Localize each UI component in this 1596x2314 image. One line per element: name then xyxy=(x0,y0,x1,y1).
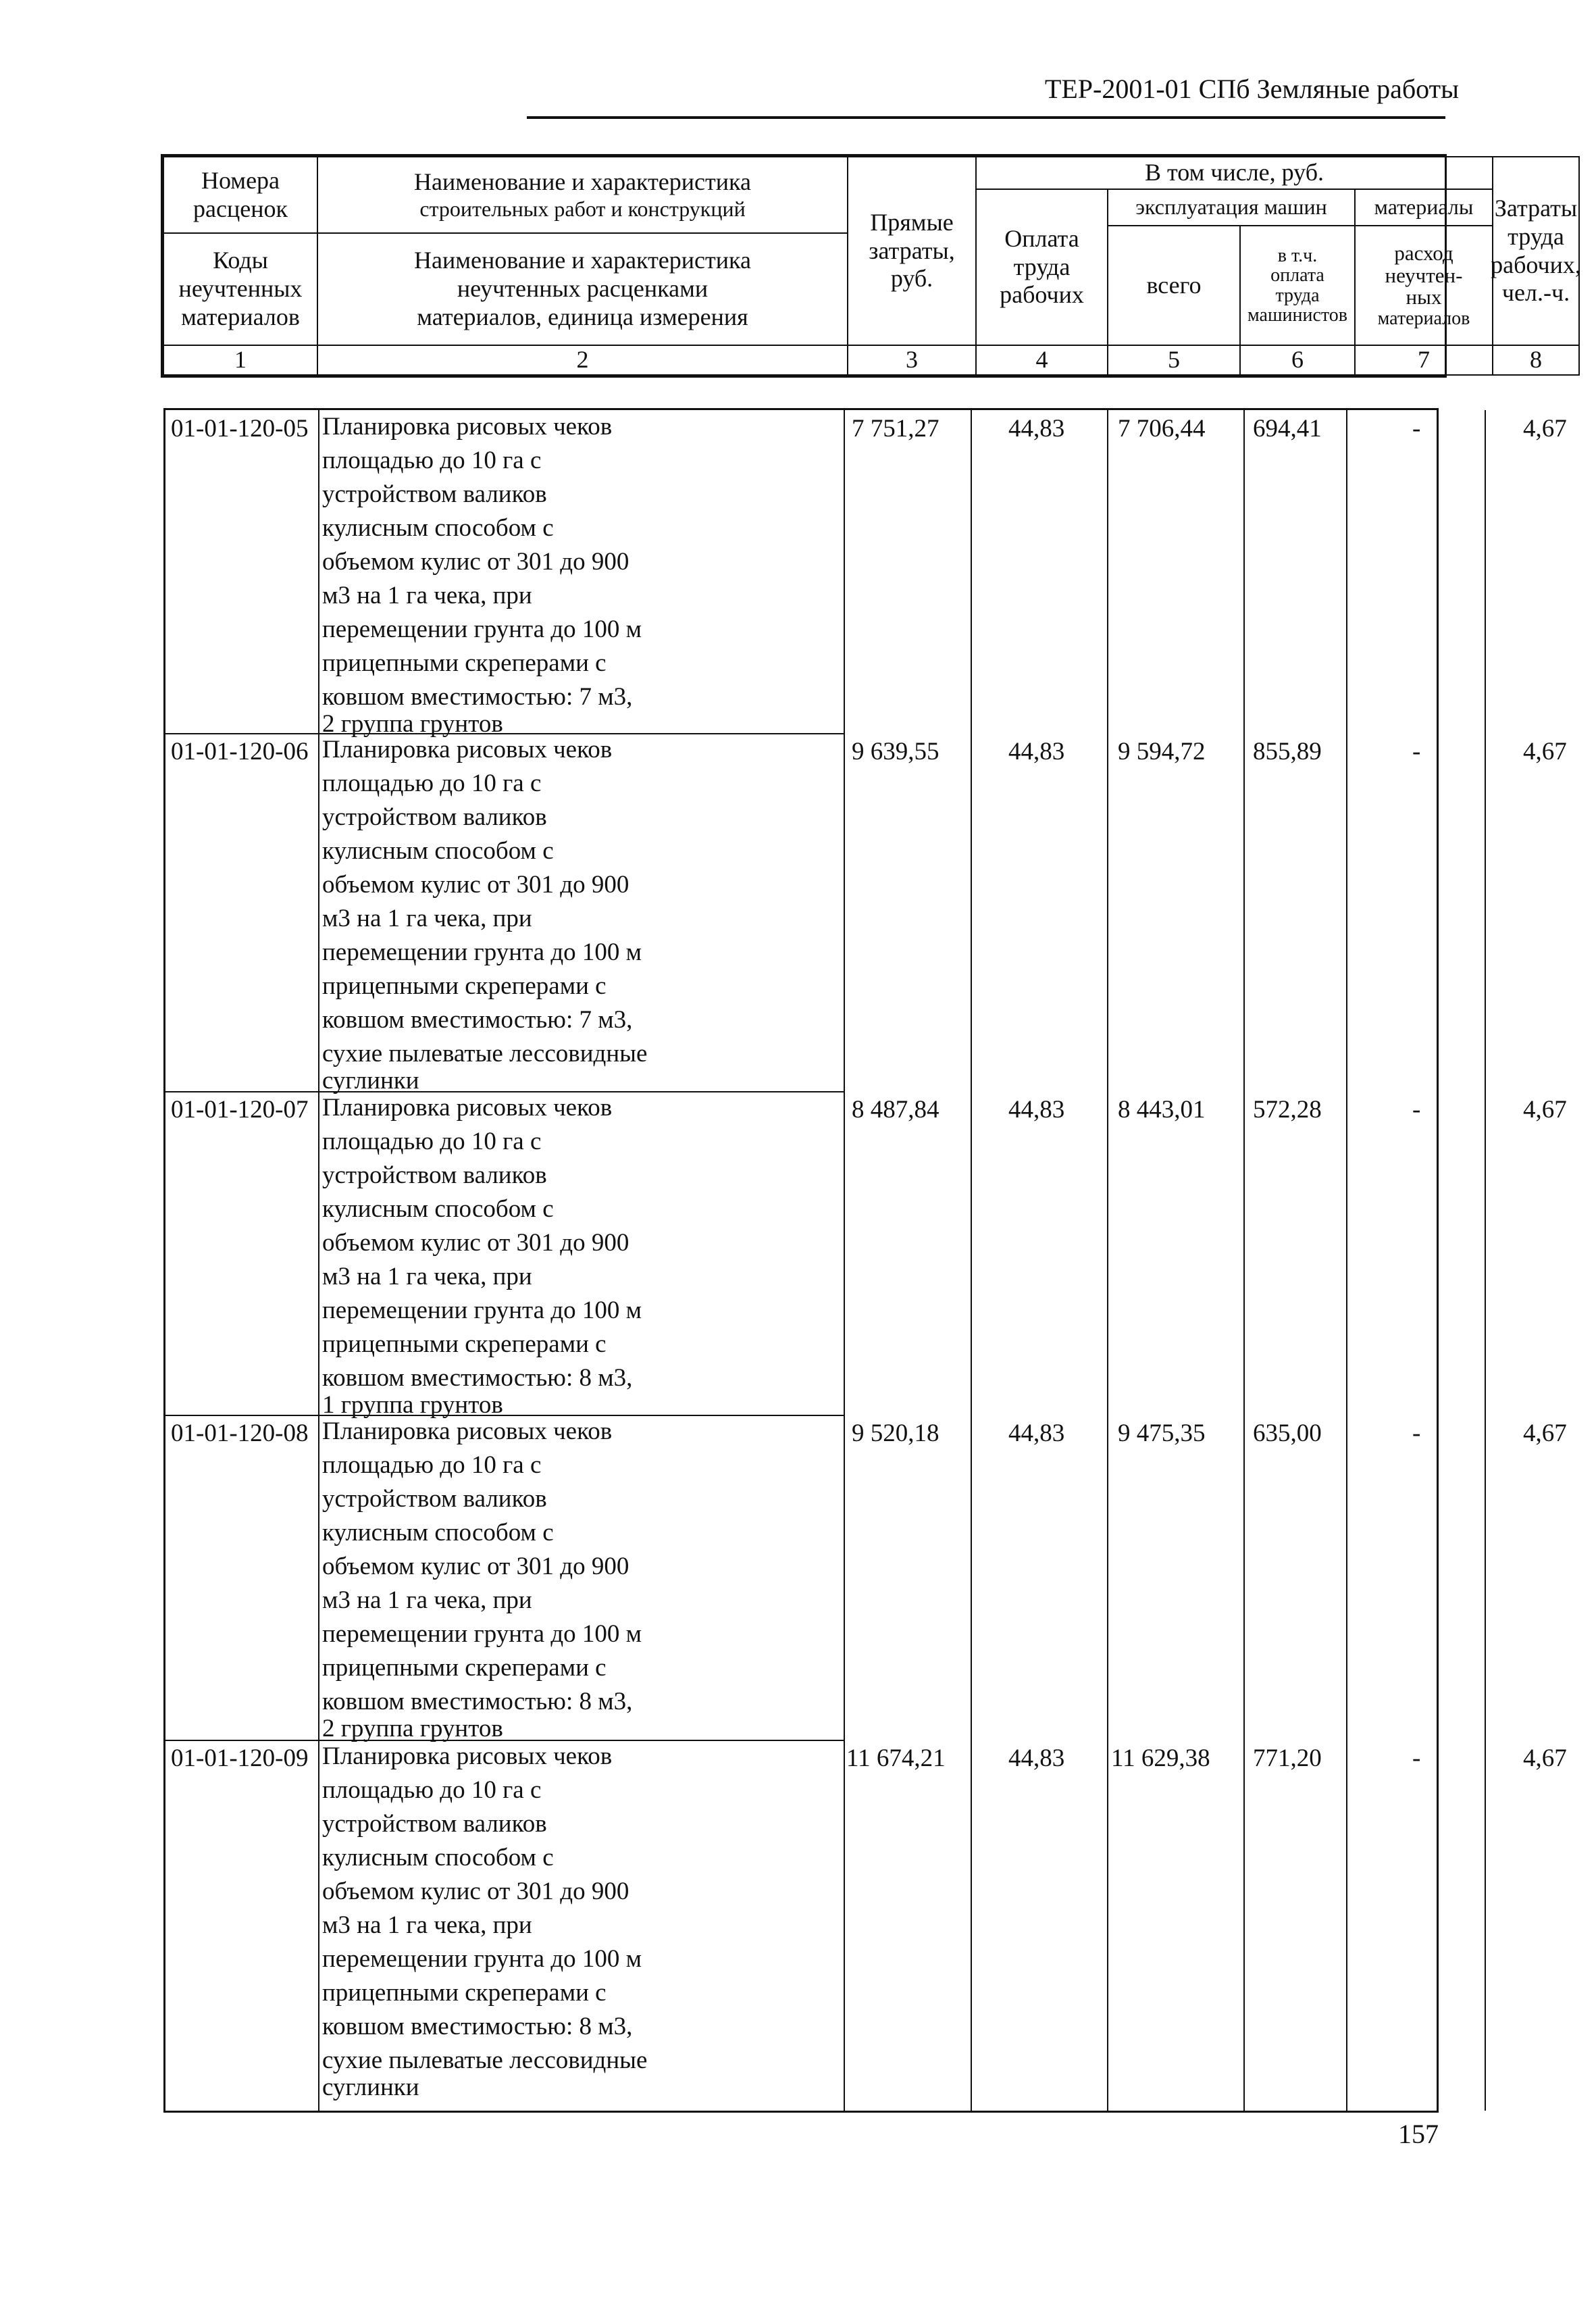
col-number-2: 2 xyxy=(317,345,848,376)
machines-total: 9 475,35 xyxy=(1118,1419,1206,1447)
labor-hours: 4,67 xyxy=(1523,1419,1567,1447)
col-number-3: 3 xyxy=(847,345,977,376)
operators-pay: 694,41 xyxy=(1253,415,1322,443)
rate-description: Планировка рисовых чеков площадью до 10 га с устройством валиков кулисным способом с объемом кулис от 301 до 900 м3 на 1 га чека, при перемещении грунта до 100 м прицепными скреперами с ковшом вместимостью: 7 м3, сухие пылеватые лессовидные суглинки xyxy=(322,736,648,1095)
col8-header: Затраты труда рабочих, чел.-ч. xyxy=(1492,156,1580,346)
rate-code: 01-01-120-09 xyxy=(171,1744,309,1772)
col-number-4: 4 xyxy=(975,345,1108,376)
col4-header: Оплата труда рабочих xyxy=(975,188,1108,346)
col6-header: в т.ч. оплата труда машинистов xyxy=(1239,225,1356,346)
running-header: ТЕР-2001-01 СПб Земляные работы xyxy=(1044,74,1459,104)
col-number-1: 1 xyxy=(163,345,318,376)
operators-pay: 635,00 xyxy=(1253,1419,1322,1447)
rate-description: Планировка рисовых чеков площадью до 10 га с устройством валиков кулисным способом с объемом кулис от 301 до 900 м3 на 1 га чека, при перемещении грунта до 100 м прицепными скреперами с ковшом вместимостью: 8 м3, 2 группа грунтов xyxy=(322,1417,642,1742)
machines-total: 8 443,01 xyxy=(1118,1096,1206,1124)
page-number: 157 xyxy=(1398,2119,1439,2149)
col7-header: расход неучтен- ных материалов xyxy=(1354,225,1493,346)
rates-table xyxy=(163,408,1567,2113)
operators-pay: 855,89 xyxy=(1253,738,1322,765)
col5-header: всего xyxy=(1107,225,1241,346)
rate-description: Планировка рисовых чеков площадью до 10 га с устройством валиков кулисным способом с объемом кулис от 301 до 900 м3 на 1 га чека, при перемещении грунта до 100 м прицепными скреперами с ковшом вместимостью: 8 м3, сухие пылеватые лессовидные суглинки xyxy=(322,1742,648,2101)
materials-value: - xyxy=(1412,1096,1421,1124)
labor-pay: 44,83 xyxy=(1008,1419,1065,1447)
labor-pay: 44,83 xyxy=(1008,1096,1065,1124)
direct-costs: 11 674,21 xyxy=(846,1744,946,1772)
direct-costs: 8 487,84 xyxy=(852,1096,939,1124)
labor-hours: 4,67 xyxy=(1523,1744,1567,1772)
direct-costs: 7 751,27 xyxy=(852,415,939,443)
col3-header: Прямые затраты, руб. xyxy=(847,156,977,346)
col1-top-header: Номера расценок xyxy=(163,156,318,234)
group-header: В том числе, руб. xyxy=(975,156,1493,190)
labor-pay: 44,83 xyxy=(1008,415,1065,443)
labor-pay: 44,83 xyxy=(1008,1744,1065,1772)
rate-code: 01-01-120-07 xyxy=(171,1096,309,1124)
direct-costs: 9 639,55 xyxy=(852,738,939,765)
rate-description: Планировка рисовых чеков площадью до 10 га с устройством валиков кулисным способом с объемом кулис от 301 до 900 м3 на 1 га чека, при перемещении грунта до 100 м прицепными скреперами с ковшом вместимостью: 8 м3, 1 группа грунтов xyxy=(322,1094,642,1419)
rate-code: 01-01-120-05 xyxy=(171,415,309,443)
machines-total: 7 706,44 xyxy=(1118,415,1206,443)
col-number-8: 8 xyxy=(1492,345,1580,376)
col-number-6: 6 xyxy=(1239,345,1356,376)
col2-bottom-header: Наименование и характеристика неучтенных расценками материалов, единица измерения xyxy=(317,232,848,346)
labor-hours: 4,67 xyxy=(1523,738,1567,765)
operators-pay: 572,28 xyxy=(1253,1096,1322,1124)
operators-pay: 771,20 xyxy=(1253,1744,1322,1772)
labor-pay: 44,83 xyxy=(1008,738,1065,765)
header-rule xyxy=(527,116,1445,119)
materials-value: - xyxy=(1412,1419,1421,1447)
direct-costs: 9 520,18 xyxy=(852,1419,939,1447)
col2-top-header: Наименование и характеристика строительных работ и конструкций xyxy=(317,156,848,234)
col1-bottom-header: Коды неучтенных материалов xyxy=(163,232,318,346)
col-number-5: 5 xyxy=(1107,345,1241,376)
col-number-7: 7 xyxy=(1354,345,1493,376)
labor-hours: 4,67 xyxy=(1523,415,1567,443)
labor-hours: 4,67 xyxy=(1523,1096,1567,1124)
table-header xyxy=(161,154,1581,378)
materials-value: - xyxy=(1412,415,1421,443)
rate-description: Планировка рисовых чеков площадью до 10 га с устройством валиков кулисным способом с объемом кулис от 301 до 900 м3 на 1 га чека, при перемещении грунта до 100 м прицепными скреперами с ковшом вместимостью: 7 м3, 2 группа грунтов xyxy=(322,413,642,738)
rate-code: 01-01-120-06 xyxy=(171,738,309,765)
machines-total: 11 629,38 xyxy=(1111,1744,1210,1772)
materials-value: - xyxy=(1412,738,1421,765)
materials-group-header: материалы xyxy=(1354,188,1493,226)
materials-value: - xyxy=(1412,1744,1421,1772)
machines-group-header: эксплуатация машин xyxy=(1107,188,1356,226)
machines-total: 9 594,72 xyxy=(1118,738,1206,765)
rate-code: 01-01-120-08 xyxy=(171,1419,309,1447)
